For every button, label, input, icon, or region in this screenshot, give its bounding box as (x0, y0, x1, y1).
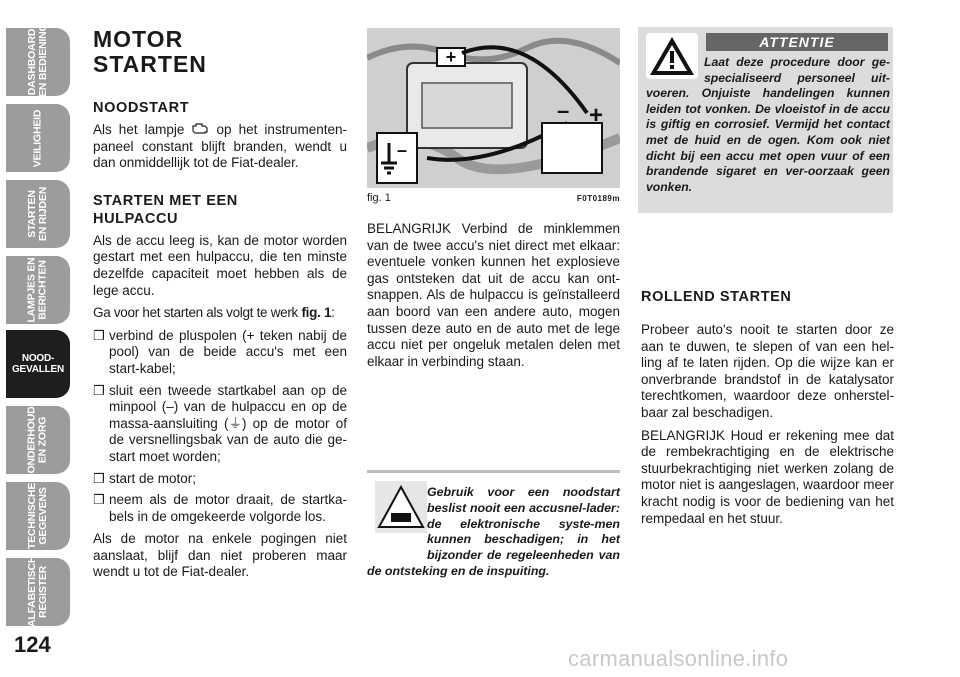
svg-text:+: + (589, 102, 604, 129)
tab-noodgevallen[interactable] (6, 330, 70, 398)
hulpaccu-instruction: Ga voor het starten als volgt te werk fig. 1: (93, 305, 335, 321)
tab-label: LAMPJES EN BERICHTEN (26, 257, 50, 323)
tab-technische[interactable] (6, 482, 70, 550)
figure-code: F0T0189m (576, 194, 620, 203)
noodstart-text: Als het lampje op het instrumenten-paneel constant blijft branden, wendt u dan onmiddellijk tot de Fiat-dealer. (93, 122, 347, 171)
watermark-text: carmanualsonline.info (568, 646, 789, 671)
rollend-text: Probeer auto's nooit te starten door ze aan te duwen, te slepen of van een hel-ling af te laten rijden. Op die wijze kan er onverbrande brandstof in de katalysator terechtkomen, waardoor deze onherstel-baar zal beschadigen. (641, 322, 894, 420)
hulpaccu-intro: Als de accu leeg is, kan de motor worden gestart met een hulpaccu, die ten minste dezelfde capaciteit moet hebben als de lege accu. (93, 232, 347, 298)
figure-caption: fig. 1 F0T0189m (367, 192, 620, 204)
column-2 (367, 221, 620, 376)
column-3 (641, 288, 894, 533)
tab-veiligheid[interactable] (6, 104, 70, 172)
tab-onderhoud[interactable] (6, 406, 70, 474)
page-number: 124 (14, 632, 51, 657)
section-heading-rollend: ROLLEND STARTEN (641, 289, 792, 305)
svg-text:+: + (445, 47, 457, 67)
tab-starten[interactable] (6, 180, 70, 248)
tab-label: NOOD- GEVALLEN (11, 353, 65, 375)
battery-diagram-icon (367, 28, 620, 188)
tab-dashboard[interactable] (6, 23, 70, 97)
page-title: MOTOR STARTEN (93, 26, 207, 77)
jump-start-illustration (367, 28, 620, 188)
engine-warning-icon (191, 122, 209, 135)
tab-register[interactable] (6, 555, 70, 627)
warning-text: Laat deze procedure door ge-specialiseerd personeel uit-voeren. Onjuiste handelingen kunnen leiden tot vonken. De vloeistof in de accu is giftig en corrosief. Vermijd het contact met de huid en de ogen. Kom ook niet dicht bij een accu met open vuur of een brandende sigaret en ver-oorzaak geen vonken. (646, 55, 890, 194)
belangrijk-minklemmen: BELANGRIJK Verbind de minklemmen van de twee accu's niet direct met elkaar: eventuele vonken kunnen het explosieve gas ontsteken dat uit de accu kan ont-snappen. Als de hulpaccu is geïnstalleerd aan boord van een andere auto, mogen tussen deze auto en de auto met de lege accu niet per ongeluk metalen delen met elkaar in verbinding staan. (367, 221, 620, 369)
belangrijk-rembekrachtiging: BELANGRIJK Houd er rekening mee dat de rembekrachtiging en de elektrische stuurbekrachtiging niet werken zolang de motor niet is aangeslagen, waardoor meer kracht nodig is voor de bediening van het rempedaal en het stuur. (641, 427, 894, 526)
list-item: ❒ sluit een tweede startkabel aan op de minpool (–) van de hulpaccu en op de massa-aansluiting (⏚) op de motor of de versnellingsbak van de auto die ge-start moet worden; (93, 382, 347, 464)
tab-label: ALFABETISCH REGISTER (26, 555, 49, 627)
list-item: ❒ neem als de motor draait, de startka-bels in de omgekeerde volgorde los. (93, 492, 347, 524)
list-item: ❒ verbind de pluspolen (+ teken nabij de pool) van de beide accu's met een start-kabel; (93, 327, 347, 376)
tab-label: ONDERHOUD EN ZORG (26, 406, 50, 474)
section-heading-noodstart: NOODSTART (93, 100, 190, 116)
warning-box (638, 27, 893, 213)
closing-text: Als de motor na enkele pogingen niet aanslaat, blijf dan niet proberen maar wendt u tot de Fiat-dealer. (93, 531, 347, 580)
section-heading-hulpaccu: STARTEN MET EEN HULPACCU (93, 192, 238, 227)
svg-text:–: – (557, 98, 570, 123)
chapter-sidebar (0, 0, 80, 677)
tab-label: STARTEN EN RIJDEN (26, 186, 49, 242)
caution-note (367, 470, 620, 598)
column-1 (93, 27, 347, 587)
tab-label: DASHBOARD EN BEDIENING (26, 23, 49, 97)
svg-text:–: – (397, 140, 408, 160)
tab-label: TECHNISCHE GEGEVENS (26, 482, 50, 550)
list-item: ❒ start de motor; (93, 470, 197, 486)
warning-label: ATTENTIE (706, 33, 888, 51)
tab-lampjes[interactable] (6, 256, 70, 324)
tab-label: VEILIGHEID (31, 109, 44, 167)
caution-note-text: Gebruik voor een noodstart beslist nooit een accusnel-lader: de elektronische syste-men kunnen beschadigen; in het bijzonder de regeleenheden van de ontsteking en de inspuiting. (367, 485, 620, 578)
